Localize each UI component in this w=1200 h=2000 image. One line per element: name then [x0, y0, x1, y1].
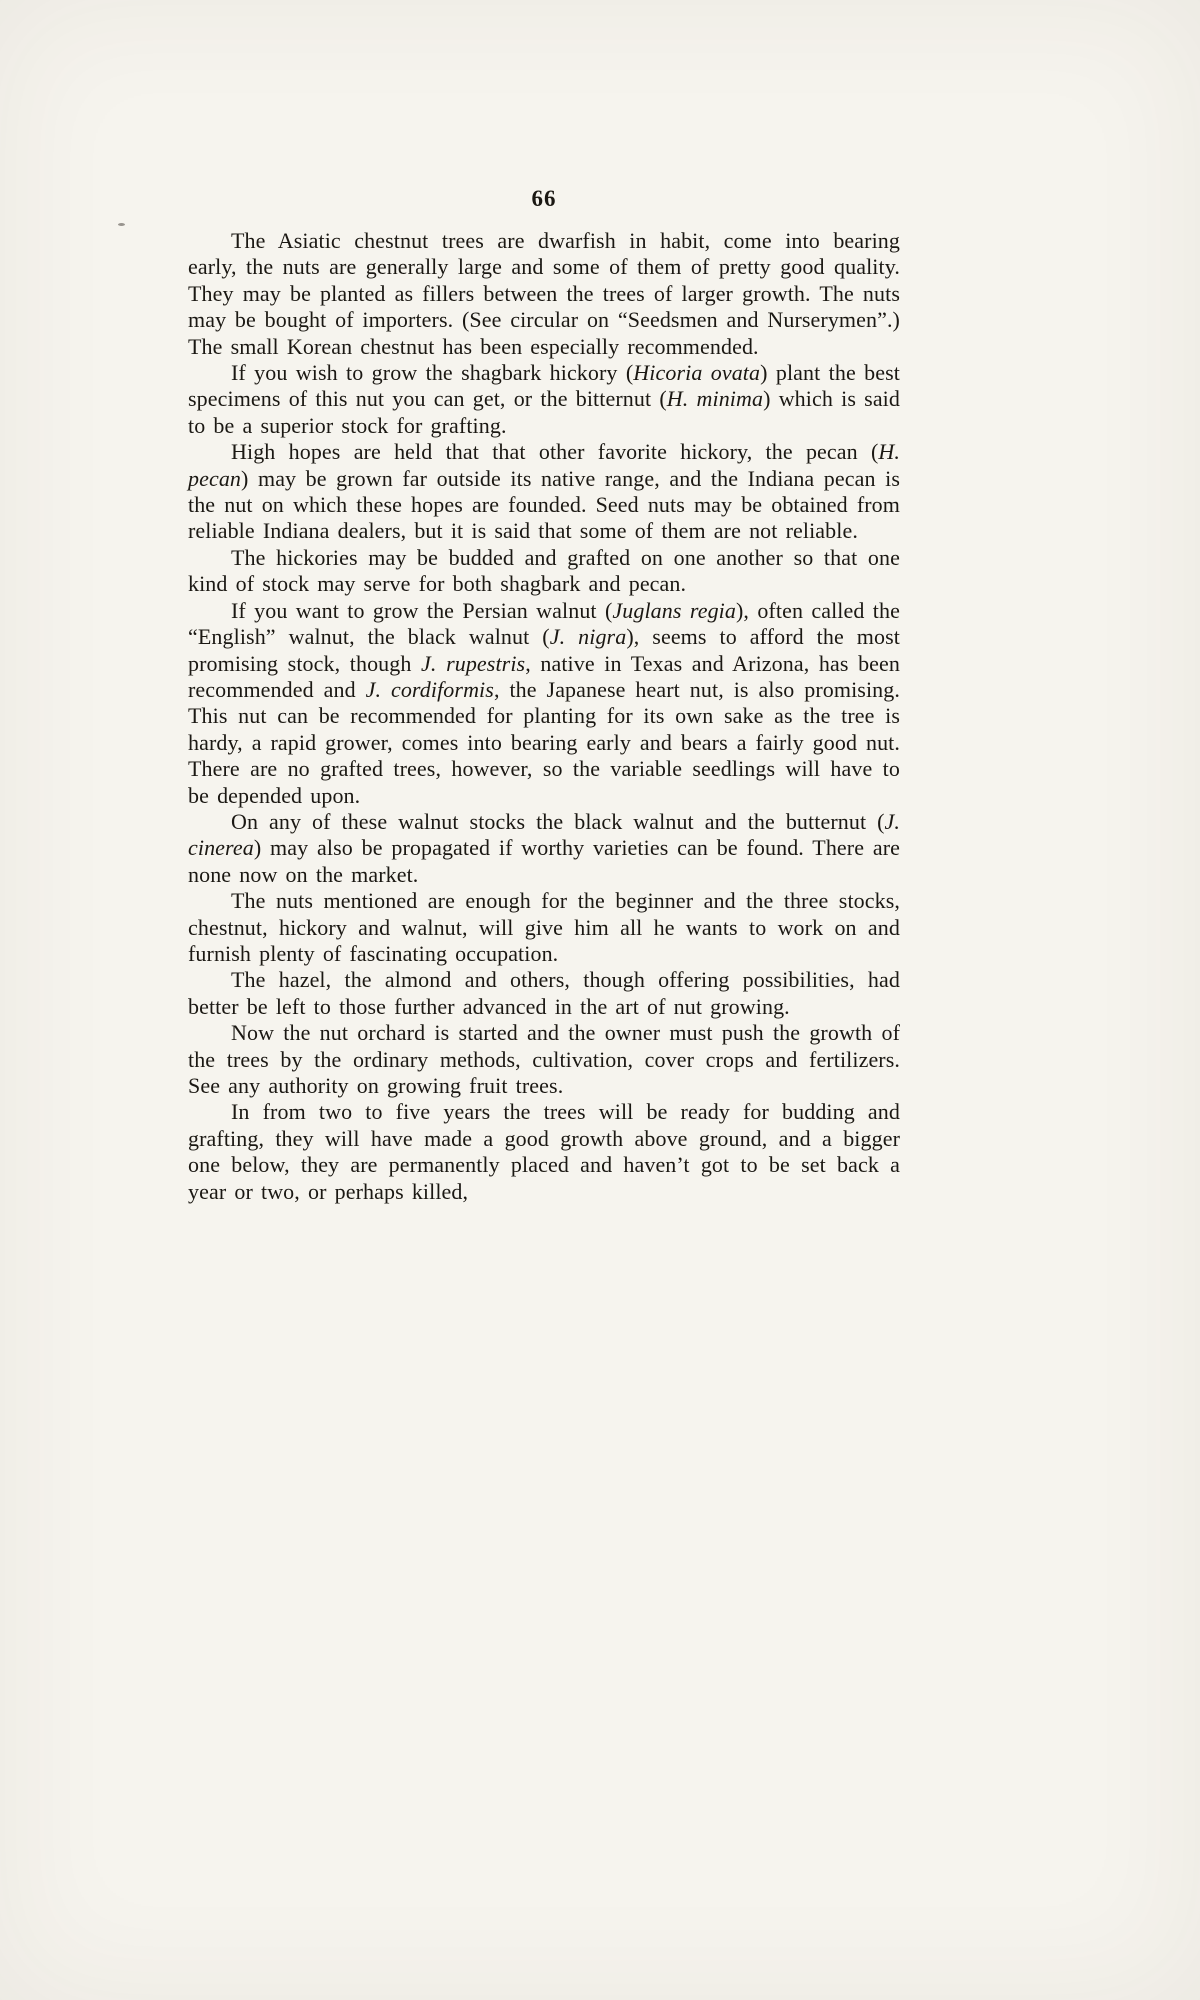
paragraph — [188, 439, 900, 545]
text-segment: In from two to five years the trees will be ready for budding and grafting, they will have made a good growth above ground, and a bigger one below, they are permanently placed and haven’t got to be set back a year or two, or perhaps killed, — [188, 1099, 900, 1204]
latin-name-italic: H. pecan — [188, 439, 900, 491]
page-number: 66 — [531, 186, 557, 211]
paragraph — [188, 1099, 900, 1205]
latin-name-italic: Juglans regia — [612, 597, 736, 623]
text-segment: ) may be grown far outside its native range, and the Indiana pecan is the nut on which these hopes are founded. Seed nuts may be obtained from reliable Indiana dealers, but it is said that some of them are not reliable. — [188, 465, 900, 544]
text-segment: ), seems to afford the most promising stock, though — [188, 624, 900, 676]
latin-name-italic: H. minima — [666, 386, 764, 412]
scan-speck — [118, 223, 125, 226]
latin-name-italic: Hicoria ovata — [633, 360, 761, 386]
page-content — [188, 186, 900, 1205]
text-segment: ) plant the best specimens of this nut you can get, or the bitternut ( — [188, 360, 900, 412]
text-segment: , native in Texas and Arizona, has been recommended and — [188, 650, 900, 702]
text-segment: The Asiatic chestnut trees are dwarfish in habit, come into bearing early, the nuts are generally large and some of them of pretty good quality. They may be planted as fillers between the trees of larger growth. The nuts may be bought of importers. (See circular on “Seedsmen and Nurserymen”.) The small Korean chestnut has been especially recommended. — [188, 228, 900, 359]
text-segment: Now the nut orchard is started and the owner must push the growth of the trees by the ordinary methods, cultivation, cover crops and fertilizers. See any authority on growing fruit trees. — [188, 1020, 900, 1098]
paragraph — [188, 545, 900, 598]
paragraph — [188, 360, 900, 439]
text-segment: ) may also be propagated if worthy varieties can be found. There are none now on the market. — [188, 835, 900, 887]
paragraph — [188, 967, 900, 1020]
paragraph — [188, 809, 900, 888]
text-segment: , the Japanese heart nut, is also promising. This nut can be recommended for planting for its own sake as the tree is hardy, a rapid grower, comes into bearing early and bears a fairly good nut. There are no grafted trees, however, so the variable seedlings will have to be depended upon. — [188, 676, 900, 808]
text-segment: ), often called the “English” walnut, the black walnut ( — [188, 597, 900, 650]
latin-name-italic: J. rupestris — [421, 650, 526, 676]
text-segment: ) which is said to be a superior stock for grafting. — [188, 386, 900, 438]
text-segment: On any of these walnut stocks the black walnut and the butternut ( — [231, 808, 885, 834]
text-segment: The hazel, the almond and others, though offering possibilities, had better be left to those further advanced in the art of nut growing. — [188, 967, 900, 1019]
paragraph — [188, 228, 900, 360]
text-segment: High hopes are held that that other favorite hickory, the pecan ( — [231, 439, 879, 465]
text-segment: If you want to grow the Persian walnut ( — [231, 597, 613, 623]
latin-name-italic: J. cordiformis — [365, 676, 494, 702]
text-segment: The nuts mentioned are enough for the beginner and the three stocks, chestnut, hickory and walnut, will give him all he wants to work on and furnish plenty of fascinating occupation. — [188, 888, 900, 966]
paragraph — [188, 888, 900, 967]
paragraph — [188, 1020, 900, 1099]
text-segment: If you wish to grow the shagbark hickory ( — [231, 360, 634, 386]
latin-name-italic: J. nigra — [549, 624, 627, 650]
text-segment: The hickories may be budded and grafted on one another so that one kind of stock may serve for both shagbark and pecan. — [188, 544, 900, 597]
paragraph — [188, 598, 900, 809]
latin-name-italic: J. cinerea — [188, 808, 900, 861]
